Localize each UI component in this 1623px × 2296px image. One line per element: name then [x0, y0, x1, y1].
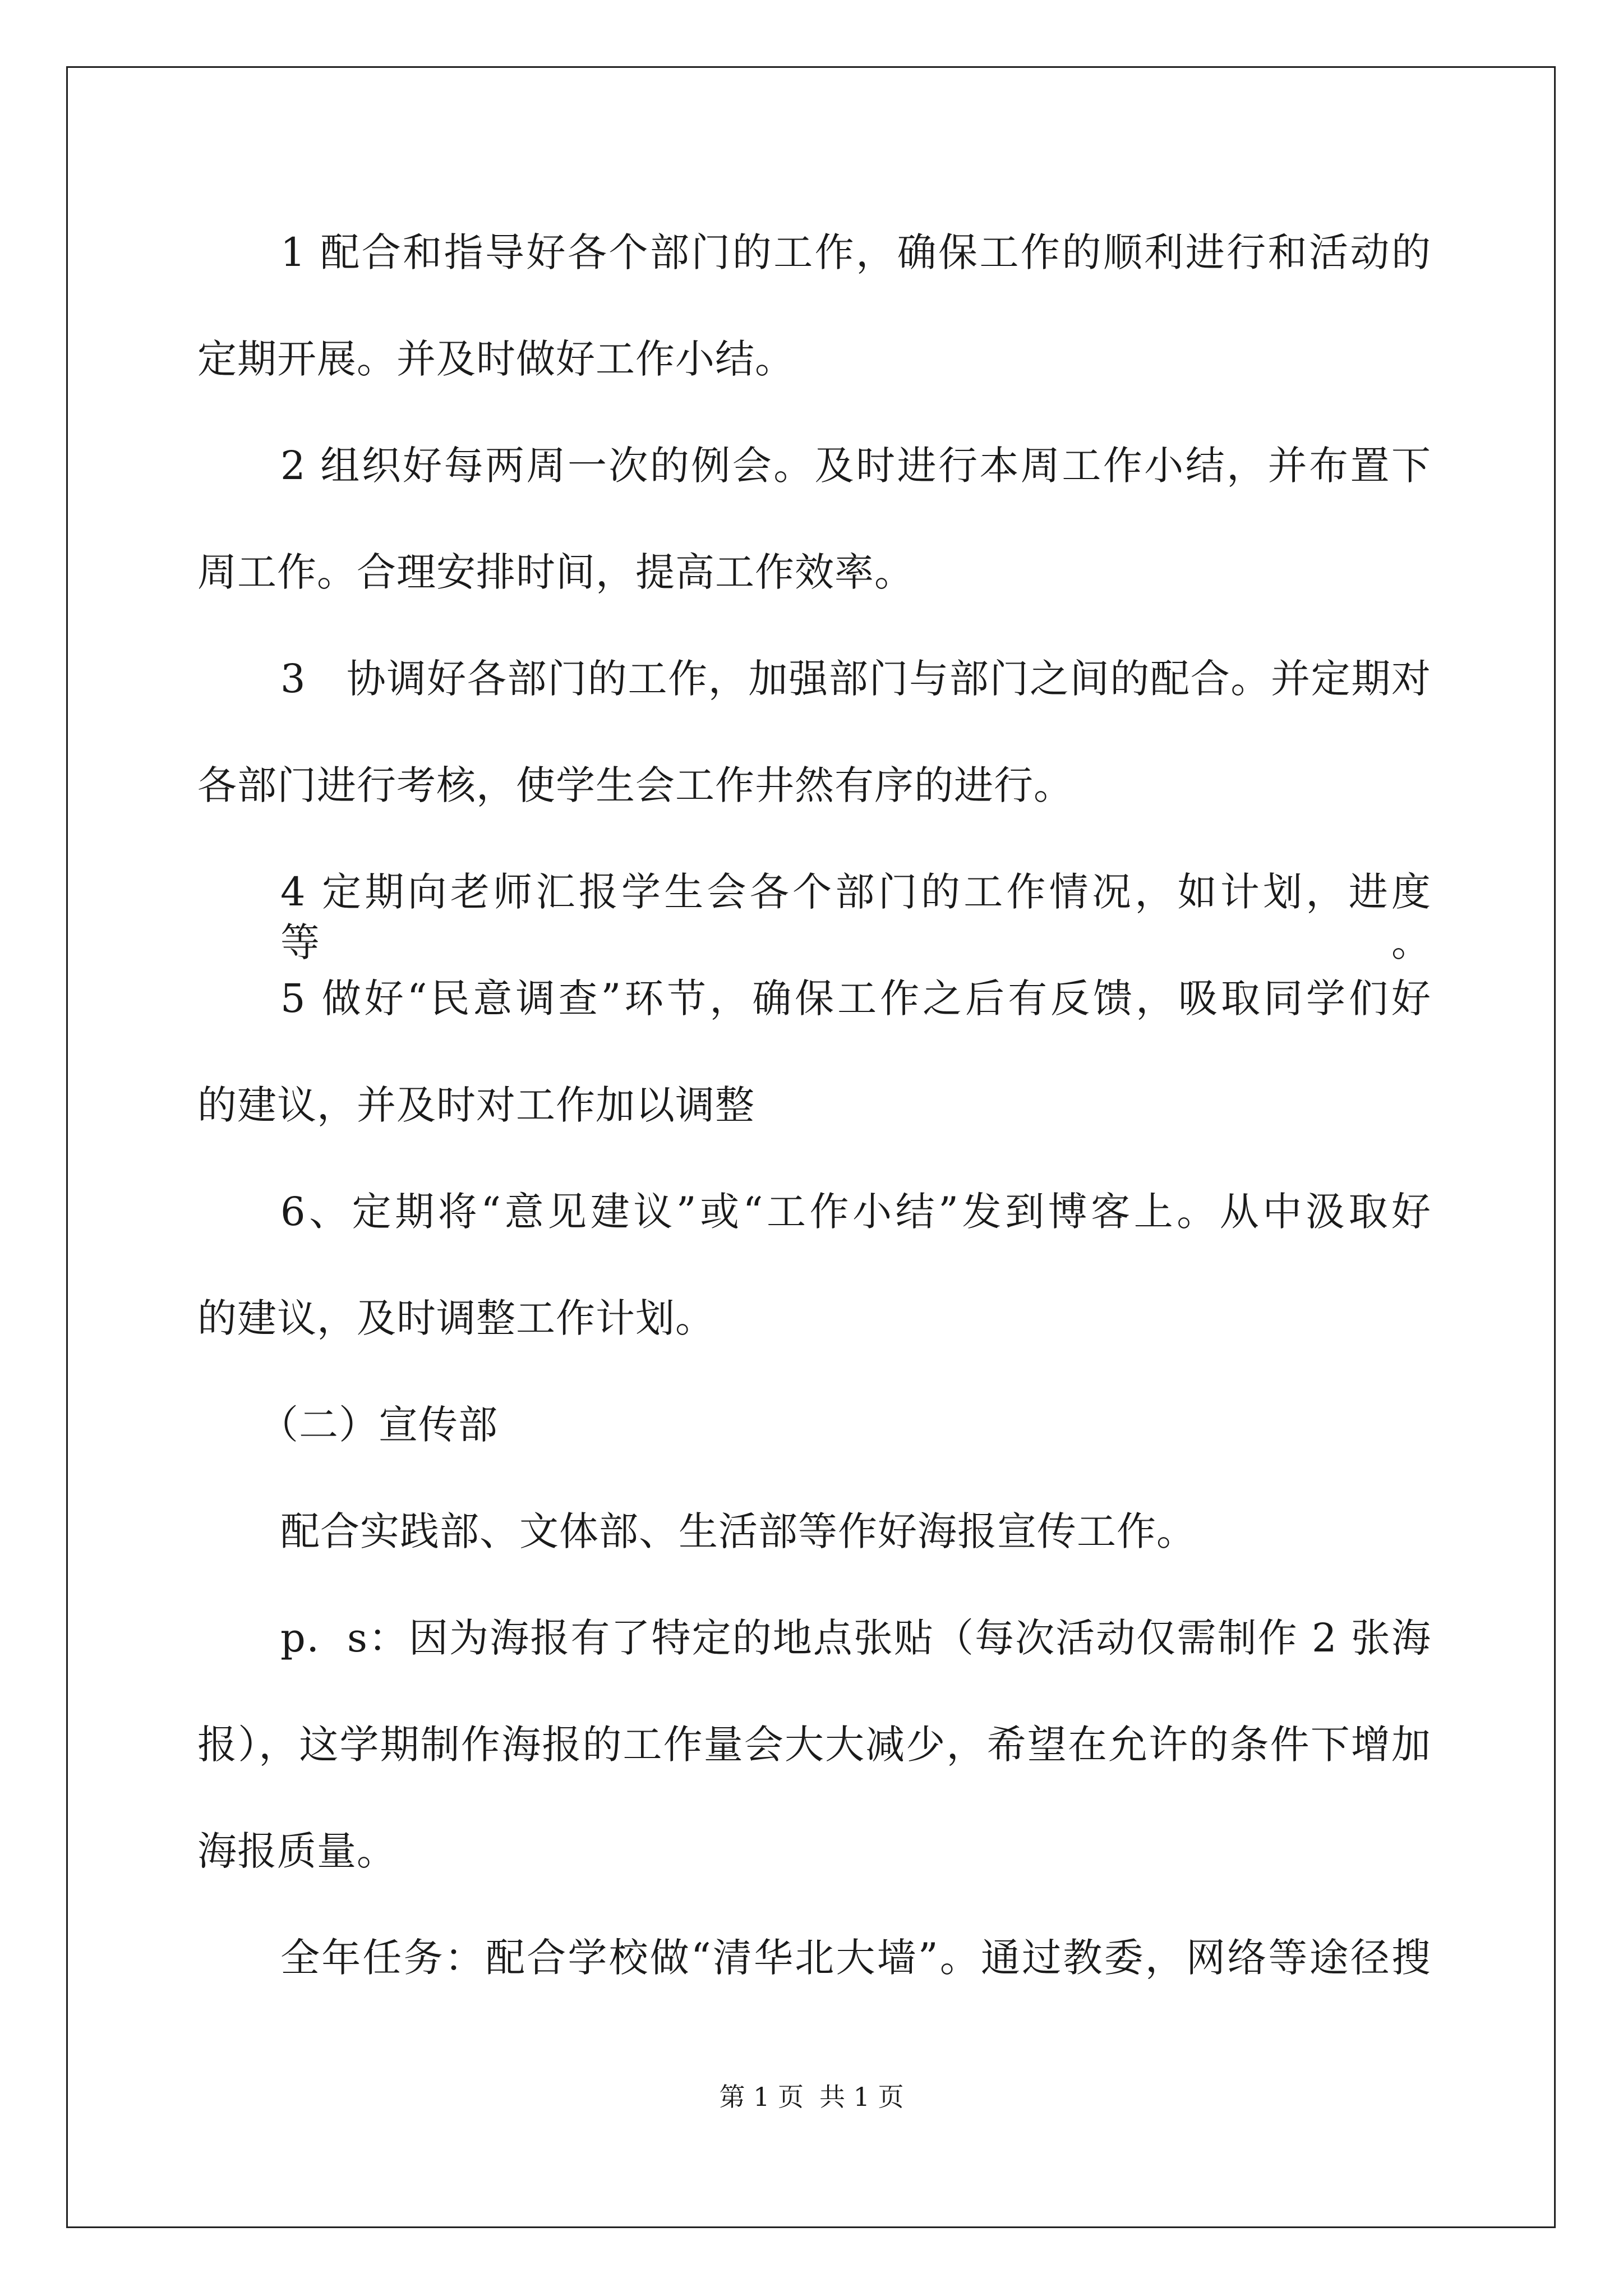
paragraph-4-line-1: 4 定期向老师汇报学生会各个部门的工作情况，如计划，进度等。	[280, 869, 1431, 965]
paragraph-8-line-1: p．s：因为海报有了特定的地点张贴（每次活动仅需制作 2 张海	[280, 1615, 1431, 1661]
page-total: 共 1 页	[819, 2082, 904, 2112]
page-border	[66, 66, 1556, 2228]
paragraph-2-line-2: 周工作。合理安排时间，提高工作效率。	[197, 549, 914, 595]
paragraph-7-line-1: 配合实践部、文体部、生活部等作好海报宣传工作。	[280, 1508, 1196, 1554]
paragraph-8-line-2: 报），这学期制作海报的工作量会大大减少，希望在允许的条件下增加	[197, 1722, 1431, 1768]
paragraph-3-line-1: 3 协调好各部门的工作，加强部门与部门之间的配合。并定期对	[280, 656, 1431, 702]
paragraph-6-line-2: 的建议，及时调整工作计划。	[197, 1295, 715, 1341]
page-number: 第 1 页	[719, 2082, 804, 2112]
paragraph-2-line-1: 2 组织好每两周一次的例会。及时进行本周工作小结，并布置下	[280, 443, 1431, 489]
paragraph-9-line-1: 全年任务：配合学校做“清华北大墙”。通过教委，网络等途径搜	[280, 1935, 1431, 1981]
paragraph-1-line-1: 1 配合和指导好各个部门的工作，确保工作的顺利进行和活动的	[280, 229, 1431, 275]
section-heading: （二）宣传部	[259, 1402, 498, 1448]
page-footer	[0, 2080, 1623, 2114]
paragraph-5-line-2: 的建议，并及时对工作加以调整	[197, 1082, 755, 1128]
paragraph-3-line-2: 各部门进行考核，使学生会工作井然有序的进行。	[197, 762, 1073, 808]
paragraph-8-line-3: 海报质量。	[197, 1828, 396, 1874]
paragraph-1-line-2: 定期开展。并及时做好工作小结。	[197, 336, 795, 382]
paragraph-6-line-1: 6、定期将“意见建议”或“工作小结”发到博客上。从中汲取好	[280, 1189, 1431, 1235]
paragraph-5-line-1: 5 做好“民意调查”环节，确保工作之后有反馈，吸取同学们好	[280, 976, 1431, 1022]
